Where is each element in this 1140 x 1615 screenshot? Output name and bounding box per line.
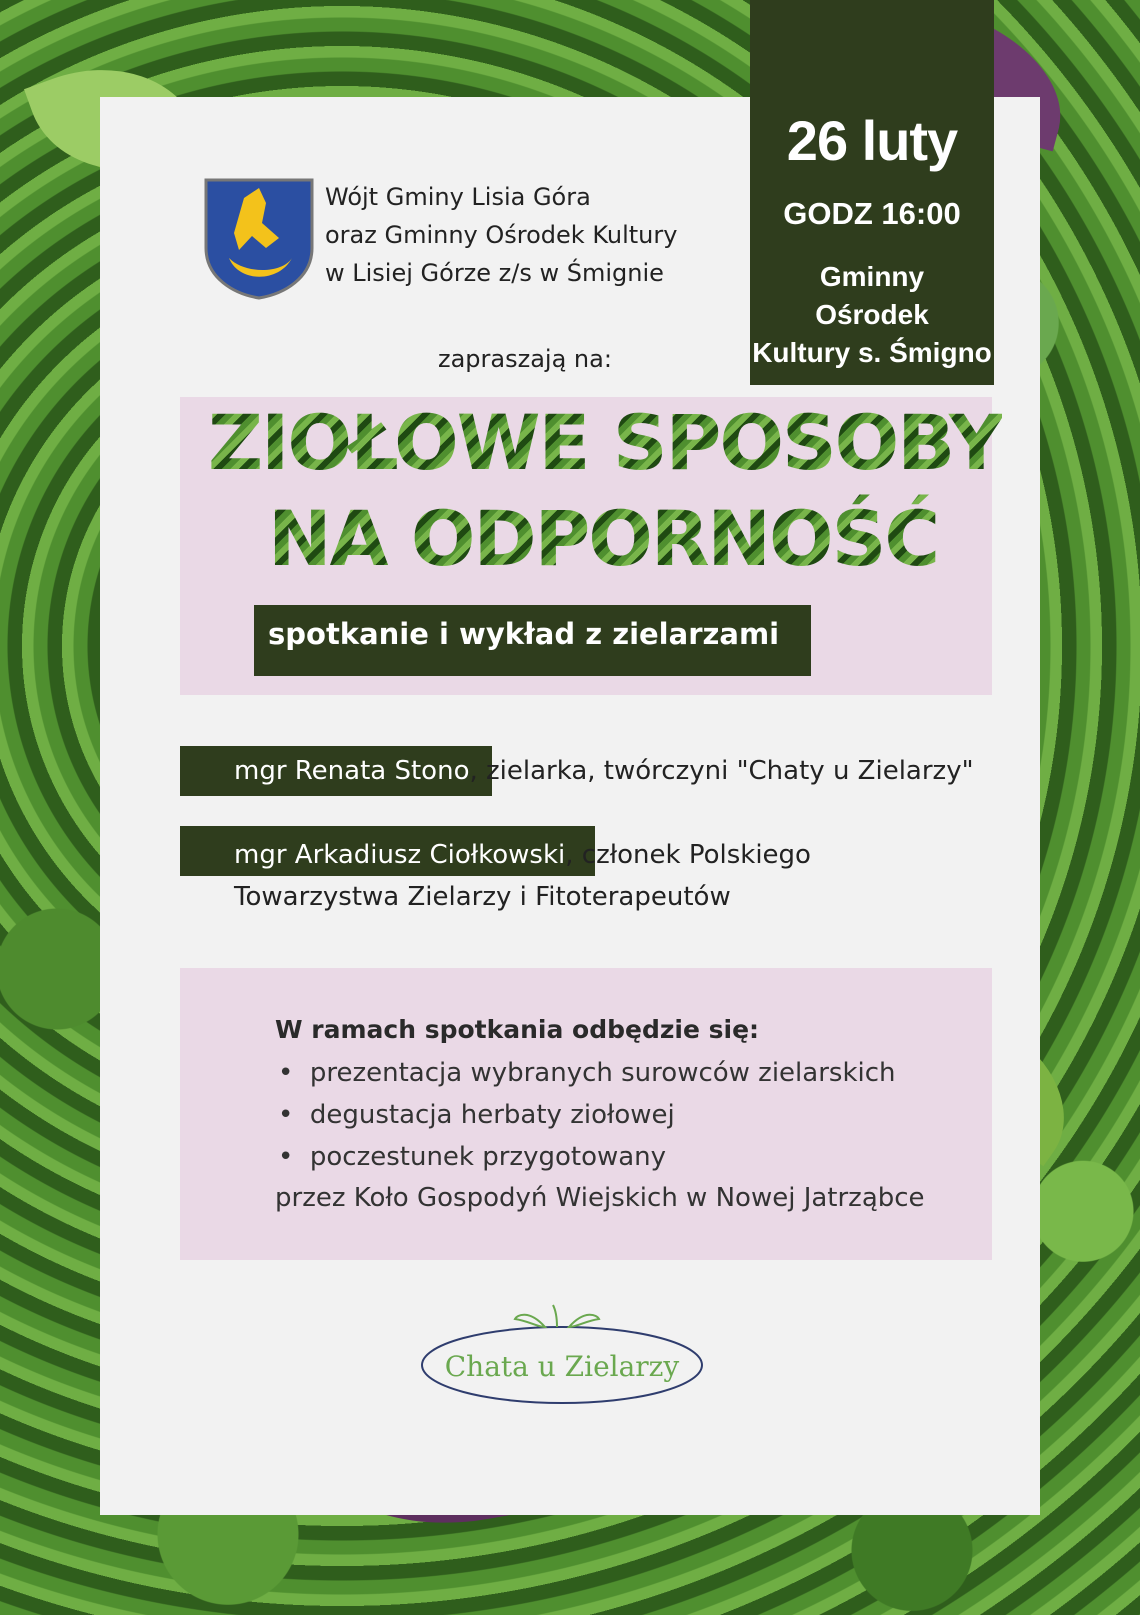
program-item-text: prezentacja wybranych surowców zielarskich: [309, 1058, 896, 1088]
speaker-desc: , zielarka, twórczyni "Chaty u Zielarzy": [469, 756, 974, 786]
program-item: • poczestunek przygotowany: [278, 1142, 667, 1172]
program-item-text: degustacja herbaty ziołowej: [309, 1100, 675, 1130]
invite-text: zapraszają na:: [438, 345, 612, 373]
date-panel: [750, 0, 994, 385]
program-closing: przez Koło Gospodyń Wiejskich w Nowej Jatrząbce: [275, 1183, 925, 1213]
event-venue: [750, 258, 994, 372]
event-time: GODZ 16:00: [783, 196, 961, 231]
subtitle: spotkanie i wykład z zielarzami: [268, 617, 780, 651]
organizer-line: oraz Gminny Ośrodek Kultury: [325, 221, 678, 249]
speaker-line: Towarzystwa Zielarzy i Fitoterapeutów: [234, 882, 731, 912]
organizer-line: w Lisiej Górze z/s w Śmignie: [325, 259, 664, 287]
speaker-line: [234, 840, 811, 870]
program-heading: W ramach spotkania odbędzie się:: [275, 1015, 760, 1044]
speaker-name: mgr Arkadiusz Ciołkowski: [234, 840, 566, 870]
venue-line: Gminny: [819, 261, 925, 292]
logo-text: Chata u Zielarzy: [444, 1350, 680, 1383]
event-date: 26 luty: [786, 109, 958, 172]
program-item: • degustacja herbaty ziołowej: [278, 1100, 675, 1130]
speaker-desc: , członek Polskiego: [565, 840, 811, 870]
speaker-name: mgr Renata Stono: [234, 756, 470, 786]
title-line: NA ODPORNOŚĆ: [268, 494, 939, 583]
venue-line: Ośrodek: [815, 299, 929, 330]
venue-line: Kultury s. Śmigno: [752, 337, 992, 368]
program-item-text: poczestunek przygotowany: [309, 1142, 667, 1172]
title-line: ZIOŁOWE SPOSOBY: [208, 398, 1003, 487]
program-item: • prezentacja wybranych surowców zielarskich: [278, 1058, 896, 1088]
speaker-line: [234, 756, 974, 786]
organizer-text: [325, 178, 677, 292]
coat-of-arms-icon: [204, 178, 314, 300]
organizer-line: Wójt Gminy Lisia Góra: [325, 183, 591, 211]
